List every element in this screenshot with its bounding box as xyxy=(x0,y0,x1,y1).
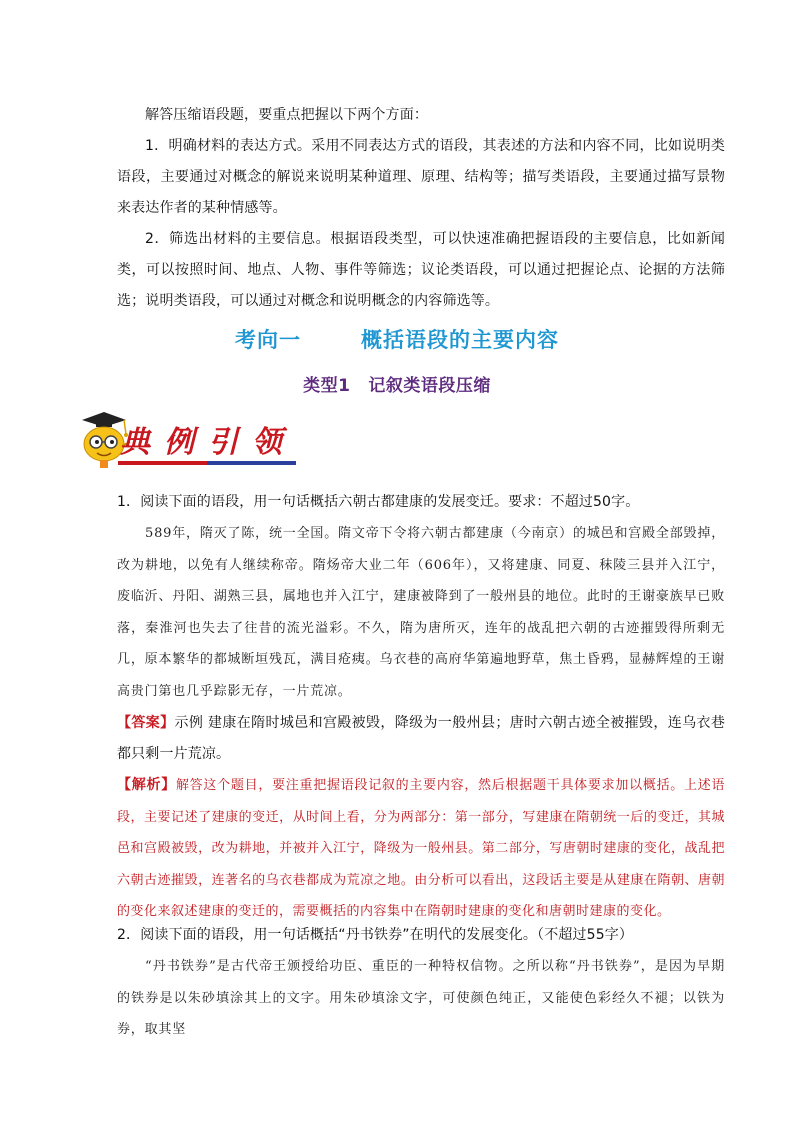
answer-text: 示例 建康在隋时城邑和宫殿被毁，降级为一般州县；唐时六朝古迹全被摧毁，连乌衣巷都只剩一片荒凉。 xyxy=(117,715,725,762)
analysis-tag: 【解析】 xyxy=(117,777,176,793)
banner-underline xyxy=(118,461,296,465)
answer-tag: 【答案】 xyxy=(117,715,175,731)
intro-point-2: 2．筛选出材料的主要信息。根据语段类型，可以快速准确把握语段的主要信息，比如新闻类，可以按照时间、地点、人物、事件等筛选；议论类语段，可以通过把握论点、论据的方法筛选；说明类语段，可以通过对概念和说明概念的内容筛选等。 xyxy=(117,231,725,309)
subsection-heading xyxy=(0,371,794,396)
analysis-text: 解答这个题目，要注重把握语段记叙的主要内容，然后根据题干具体要求加以概括。上述语段，主要记述了建康的变迁，从时间上看，分为两部分：第一部分，写建康在隋朝统一后的变迁，其城邑和宫殿被毁，改为耕地，并被并入江宁，降级为一般州县。第二部分，写唐朝时建康的变化，战乱把六朝古迹摧毁，连著名的乌衣巷都成为荒凉之地。由分析可以看出，这段话主要是从建康在隋朝、唐朝的变化来叙述建康的变迁的，需要概括的内容集中在隋朝时建康的变化和唐朝时建康的变化。 xyxy=(117,778,725,919)
intro-point-1: 1．明确材料的表达方式。采用不同表达方式的语段，其表述的方法和内容不同，比如说明类语段，主要通过对概念的解说来说明某种道理、原理、结构等；描写类语段，主要通过描写景物来表达作者的某种情感等。 xyxy=(117,138,725,216)
subsection-heading-title: 记叙类语段压缩 xyxy=(368,376,491,396)
banner-title: 典例引领 xyxy=(120,425,296,460)
question-1-answer xyxy=(117,708,725,770)
question-2-passage: “丹书铁券”是古代帝王颁授给功臣、重臣的一种特权信物。之所以称“丹书铁券”，是因为早期的铁券是以朱砂填涂其上的文字。用朱砂填涂文字，可使颜色纯正，又能使色彩经久不褪；以铁为券，取其坚 xyxy=(117,959,725,1037)
intro-line: 解答压缩语段题，要重点把握以下两个方面： xyxy=(145,107,428,123)
subsection-heading-number: 类型1 xyxy=(303,376,351,396)
question-1-passage: 589年，隋灭了陈，统一全国。隋文帝下令将六朝古都建康（今南京）的城邑和宫殿全部毁掉，改为耕地，以免有人继续称帝。隋炀帝大业二年（606年），又将建康、同夏、秣陵三县并入江宁，废临沂、丹阳、湖熟三县，属地也并入江宁，建康被降到了一般州县的地位。此时的王谢豪族早已败落，秦淮河也失去了往昔的流光溢彩。不久，隋为唐所灭，连年的战乱把六朝的古迹摧毁得所剩无几，原本繁华的都城断垣残瓦，满目疮痍。乌衣巷的高府华第遍地野草，焦土昏鸦，显赫辉煌的王谢高贵门第也几乎踪影无存，一片荒凉。 xyxy=(117,526,725,699)
section-heading xyxy=(0,324,794,354)
question-1-prompt: 1．阅读下面的语段，用一句话概括六朝古都建康的发展变迁。要求：不超过50字。 xyxy=(117,494,640,510)
section-heading-title: 概括语段的主要内容 xyxy=(361,328,559,352)
question-1-analysis xyxy=(117,770,725,928)
section-heading-number: 考向一 xyxy=(235,328,301,352)
question-2-prompt: 2．阅读下面的语段，用一句话概括“丹书铁券”在明代的发展变化。（不超过55字） xyxy=(117,927,634,943)
